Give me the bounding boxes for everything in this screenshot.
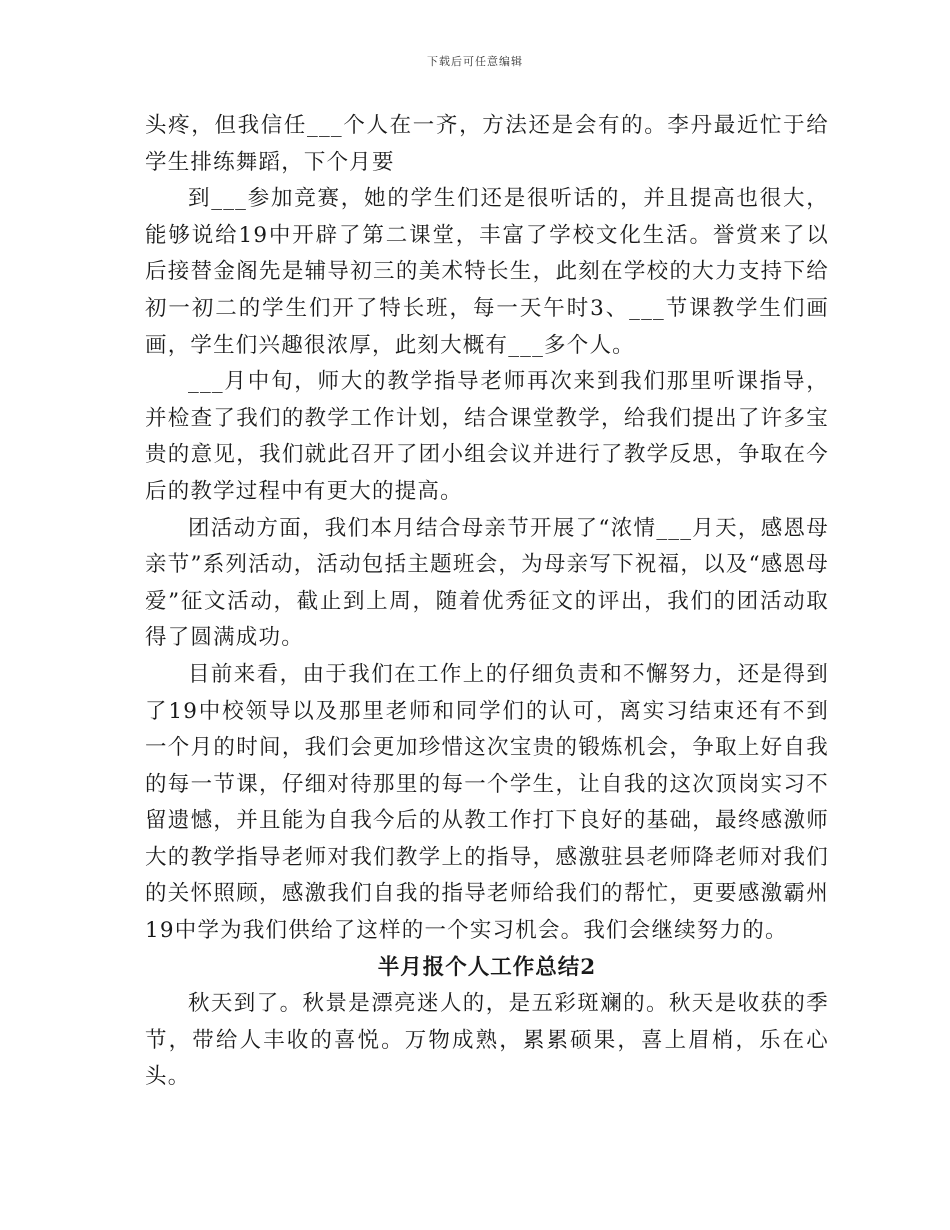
body-paragraph: 秋天到了。秋景是漂亮迷人的，是五彩斑斓的。秋天是收获的季节，带给人丰收的喜悦。万物成熟，累累硕果，喜上眉梢，乐在心头。	[145, 991, 829, 1090]
page-header-note: 下载后可任意编辑	[427, 55, 523, 68]
document-body	[145, 108, 829, 1096]
body-paragraph: ___月中旬，师大的教学指导老师再次来到我们那里听课指导，并检查了我们的教学工作计划，结合课堂教学，给我们提出了许多宝贵的意见，我们就此召开了团小组会议并进行了教学反思，争取在今后的教学过程中有更大的提高。	[145, 369, 829, 504]
body-paragraph: 目前来看，由于我们在工作上的仔细负责和不懈努力，还是得到了19中校领导以及那里老师和同学们的认可，离实习结束还有不到一个月的时间，我们会更加珍惜这次宝贵的锻炼机会，争取上好自我的每一节课，仔细对待那里的每一个学生，让自我的这次顶岗实习不留遗憾，并且能为自我今后的从教工作打下良好的基础，最终感激师大的教学指导老师对我们教学上的指导，感激驻县老师降老师对我们的关怀照顾，感激我们自我的指导老师给我们的帮忙，更要感激霸州19中学为我们供给了这样的一个实习机会。我们会继续努力的。	[145, 661, 829, 944]
body-paragraph: 到___参加竞赛，她的学生们还是很听话的，并且提高也很大，能够说给19中开辟了第二课堂，丰富了学校文化生活。誉赏来了以后接替金阁先是辅导初三的美术特长生，此刻在学校的大力支持下给初一初二的学生们开了特长班，每一天午时3、___节课教学生们画画，学生们兴趣很浓厚，此刻大概有___多个人。	[145, 186, 829, 358]
body-paragraph: 头疼，但我信任___个人在一齐，方法还是会有的。李丹最近忙于给学生排练舞蹈，下个月要	[145, 113, 829, 175]
section-title: 半月报个人工作总结2	[377, 954, 597, 980]
body-paragraph: 团活动方面，我们本月结合母亲节开展了“浓情___月天，感恩母亲节”系列活动，活动包括主题班会，为母亲写下祝福，以及“感恩母爱”征文活动，截止到上周，随着优秀征文的评出，我们的团活动取得了圆满成功。	[145, 515, 829, 651]
